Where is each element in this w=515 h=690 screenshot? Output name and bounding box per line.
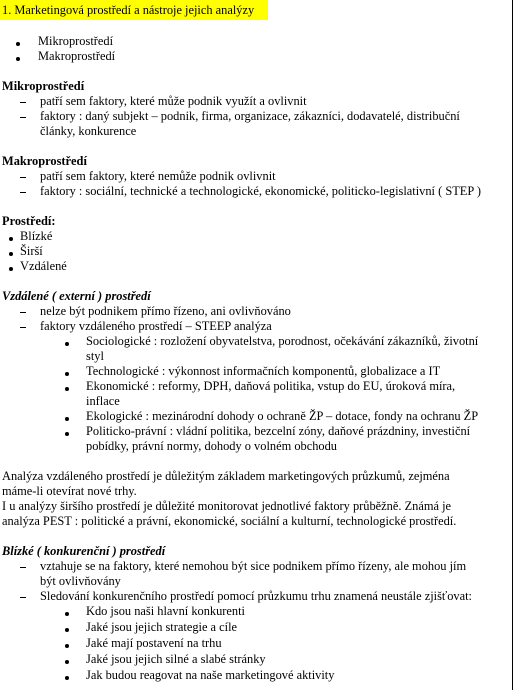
bullet-icon <box>65 417 69 421</box>
vzdalene-item: nelze být podnikem přímo řízeno, ani ovlivňováno <box>40 304 291 318</box>
dash-icon <box>20 597 26 598</box>
bullet-icon <box>65 387 69 391</box>
bullet-icon <box>65 660 69 664</box>
dash-icon <box>20 567 26 568</box>
dash-icon <box>20 117 26 118</box>
bullet-icon <box>65 432 69 436</box>
steep-factor: Ekologické : mezinárodní dohody o ochraně ŽP – dotace, fondy na ochranu ŽP <box>86 409 479 423</box>
bullet-icon <box>65 644 69 648</box>
paragraph-line: I u analýzy širšího prostředí je důležité monitorovat jednotlivé faktory průběžně. Známá je <box>2 499 452 513</box>
competitor-question: Jaké jsou jejich strategie a cíle <box>86 620 238 634</box>
steep-factor: Politicko-právní : vládní politika, bezcelní zóny, daňové prázdniny, investiční <box>86 424 471 438</box>
blizke-heading: Blízké ( konkurenční ) prostředí <box>2 544 166 558</box>
bullet-icon <box>65 628 69 632</box>
section-title: 1. Marketingová prostředí a nástroje jejich analýzy <box>2 3 255 17</box>
bullet-icon <box>65 342 69 346</box>
blizke-item-continued: být ovlivňovány <box>40 574 121 588</box>
prostredi-item: Širší <box>20 244 43 258</box>
top-list-item: Mikroprostředí <box>38 34 114 48</box>
dash-icon <box>20 327 26 328</box>
bullet-icon <box>9 237 13 241</box>
competitor-question: Jaké jsou jejich silné a slabé stránky <box>86 652 266 666</box>
bullet-icon <box>65 372 69 376</box>
vzdalene-item: faktory vzdáleného prostředí – STEEP analýza <box>40 319 272 333</box>
steep-factor: Technologické : výkonnost informačních komponentů, globalizace a IT <box>86 364 441 378</box>
competitor-question: Jaké mají postavení na trhu <box>86 636 222 650</box>
mikro-heading: Mikroprostředí <box>2 79 85 93</box>
mikro-item: faktory : daný subjekt – podnik, firma, organizace, zákazníci, dodavatelé, distribuční <box>40 109 460 123</box>
blizke-item: vztahuje se na faktory, které nemohou být sice podnikem přímo řízeny, ale mohou jím <box>40 559 467 573</box>
steep-factor-continued: pobídky, právní normy, dohody o volném obchodu <box>86 439 337 453</box>
section-title-highlight <box>0 0 268 20</box>
steep-factor: Sociologické : rozložení obyvatelstva, porodnost, očekávání zákazníků, životní <box>86 334 479 348</box>
makro-item: faktory : sociální, technické a technologické, ekonomické, politicko-legislativní ( STEP ) <box>40 184 482 198</box>
dash-icon <box>20 177 26 178</box>
bullet-icon <box>9 267 13 271</box>
paragraph-line: analýza PEST : politické a právní, ekonomické, sociální a kulturní, technologické prostředí. <box>2 514 457 528</box>
bullet-icon <box>65 676 69 680</box>
steep-factor-continued: styl <box>86 349 104 363</box>
mikro-item-continued: články, konkurence <box>40 124 137 138</box>
steep-factor: Ekonomické : reformy, DPH, daňová politika, vstup do EU, úroková míra, <box>86 379 456 393</box>
vzdalene-heading: Vzdálené ( externí ) prostředí <box>2 289 151 303</box>
dash-icon <box>20 312 26 313</box>
dash-icon <box>20 192 26 193</box>
competitor-question: Kdo jsou naši hlavní konkurenti <box>86 604 245 618</box>
bullet-icon <box>9 252 13 256</box>
paragraph-line: Analýza vzdáleného prostředí je důležitým základem marketingových průzkumů, zejména <box>2 469 450 483</box>
dash-icon <box>20 102 26 103</box>
competitor-question: Jak budou reagovat na naše marketingové aktivity <box>86 668 335 682</box>
paragraph-line: máme-li otevírat nové trhy. <box>2 484 137 498</box>
prostredi-item: Blízké <box>20 229 53 243</box>
steep-factor-continued: inflace <box>86 394 120 408</box>
prostredi-item: Vzdálené <box>20 259 67 273</box>
bullet-icon <box>65 612 69 616</box>
bullet-icon <box>16 57 20 61</box>
makro-item: patří sem faktory, které nemůže podnik ovlivnit <box>40 169 276 183</box>
makro-heading: Makroprostředí <box>2 154 87 168</box>
page-edge-line <box>512 0 513 690</box>
bullet-icon <box>16 42 20 46</box>
blizke-item: Sledování konkurenčního prostředí pomocí průzkumu trhu znamená neustále zjišťovat: <box>40 589 472 603</box>
mikro-item: patří sem faktory, které může podnik využít a ovlivnit <box>40 94 307 108</box>
top-list-item: Makroprostředí <box>38 49 116 63</box>
prostredi-heading: Prostředí: <box>2 214 56 228</box>
